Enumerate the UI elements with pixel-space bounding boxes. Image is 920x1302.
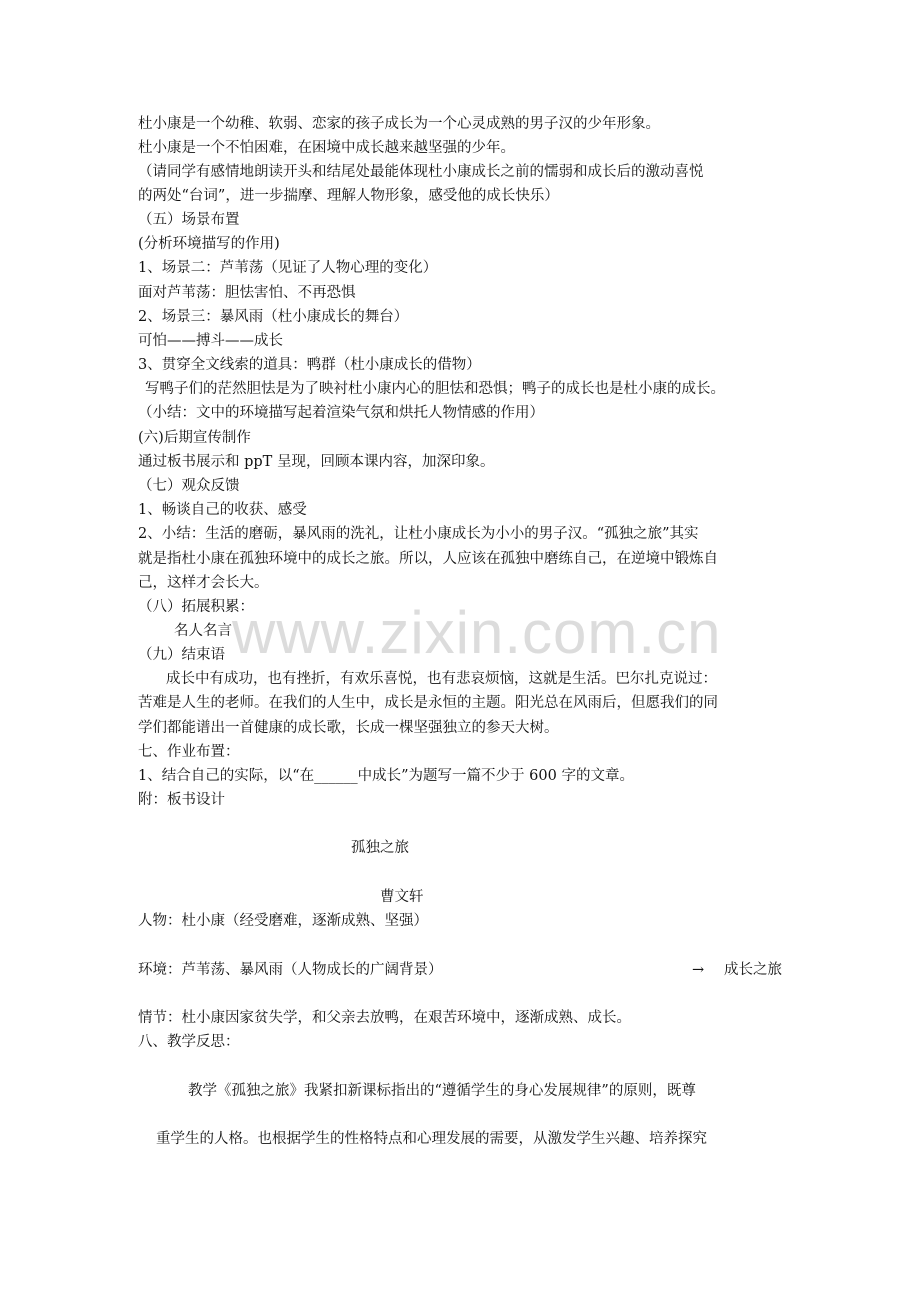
- text-line: 己，这样才会长大。: [138, 575, 269, 591]
- text-line: 苦难是人生的老师。在我们的人生中，成长是永恒的主题。阳光总在风雨后，但愿我们的同: [138, 695, 718, 711]
- text-line: 写鸭子们的茫然胆怯是为了映衬杜小康内心的胆怯和恐惧；鸭子的成长也是杜小康的成长。: [145, 381, 725, 397]
- reflection-line: 教学《孤独之旅》我紧扣新课标指出的“遵循学生的身心发展规律”的原则，既尊: [188, 1083, 696, 1099]
- reflection-line: 重学生的人格。也根据学生的性格特点和心理发展的需要，从激发学生兴趣、培养探究: [156, 1131, 707, 1147]
- section-heading: （七）观众反馈: [138, 478, 240, 494]
- board-character: 人物：杜小康（经受磨难，逐渐成熟、坚强）: [138, 913, 428, 929]
- text-line: 名人名言: [174, 623, 232, 639]
- text-line: 成长中有成功，也有挫折，有欢乐喜悦，也有悲哀烦恼，这就是生活。巴尔扎克说过：: [166, 671, 717, 687]
- text-line: 3、贯穿全文线索的道具：鸭群（杜小康成长的借物）: [138, 357, 481, 373]
- text-line: 面对芦苇荡：胆怯害怕、不再恐惧: [138, 285, 356, 301]
- text-line: 通过板书展示和 ppT 呈现，回顾本课内容，加深印象。: [138, 454, 495, 470]
- text-line: 1、场景二：芦苇荡（见证了人物心理的变化）: [138, 260, 438, 276]
- section-heading: 七、作业布置：: [138, 744, 240, 760]
- board-result: 成长之旅: [724, 962, 782, 978]
- text-line: 附：板书设计: [138, 792, 225, 808]
- board-title: 孤独之旅: [351, 840, 409, 856]
- text-line: 就是指杜小康在孤独环境中的成长之旅。所以，人应该在孤独中磨练自己，在逆境中锻炼自: [138, 551, 718, 567]
- section-heading: （八）拓展积累：: [138, 599, 254, 615]
- text-line: 2、小结：生活的磨砺，暴风雨的洗礼，让杜小康成长为小小的男子汉。“孤独之旅”其实: [138, 526, 699, 542]
- text-line: （请同学有感情地朗读开头和结尾处最能体现杜小康成长之前的懦弱和成长后的激动喜悦: [138, 164, 704, 180]
- section-heading: （九）结束语: [138, 647, 225, 663]
- text-line: 可怕——搏斗——成长: [138, 333, 283, 349]
- reflection-heading: 八、教学反思：: [138, 1034, 240, 1050]
- section-heading: （五）场景布置: [138, 212, 240, 228]
- text-line: 1、畅谈自己的收获、感受: [138, 502, 307, 518]
- text-line: (分析环境描写的作用): [138, 236, 280, 252]
- text-line: 2、场景三：暴风雨（杜小康成长的舞台）: [138, 309, 409, 325]
- board-author: 曹文轩: [380, 889, 424, 905]
- text-line: 学们都能谱出一首健康的成长歌，长成一棵坚强独立的参天大树。: [138, 720, 559, 736]
- text-line: 的两处“台词”，进一步揣摩、理解人物形象，感受他的成长快乐）: [138, 188, 559, 204]
- text-line: 1、结合自己的实际，以“在______中成长”为题写一篇不少于 600 字的文章。: [138, 768, 634, 784]
- watermark: www.zixin.com.cn: [232, 599, 722, 666]
- text-line: 杜小康是一个幼稚、软弱、恋家的孩子成长为一个心灵成熟的男子汉的少年形象。: [138, 116, 660, 132]
- text-line: 杜小康是一个不怕困难，在困境中成长越来越坚强的少年。: [138, 140, 515, 156]
- text-line: （小结：文中的环境描写起着渲染气氛和烘托人物情感的作用）: [138, 405, 544, 421]
- arrow-icon: →: [692, 962, 705, 978]
- board-plot: 情节：杜小康因家贫失学，和父亲去放鸭，在艰苦环境中，逐渐成熟、成长。: [138, 1010, 631, 1026]
- section-heading: (六)后期宣传制作: [138, 430, 251, 446]
- board-environment: 环境：芦苇荡、暴风雨（人物成长的广阔背景）: [138, 962, 443, 978]
